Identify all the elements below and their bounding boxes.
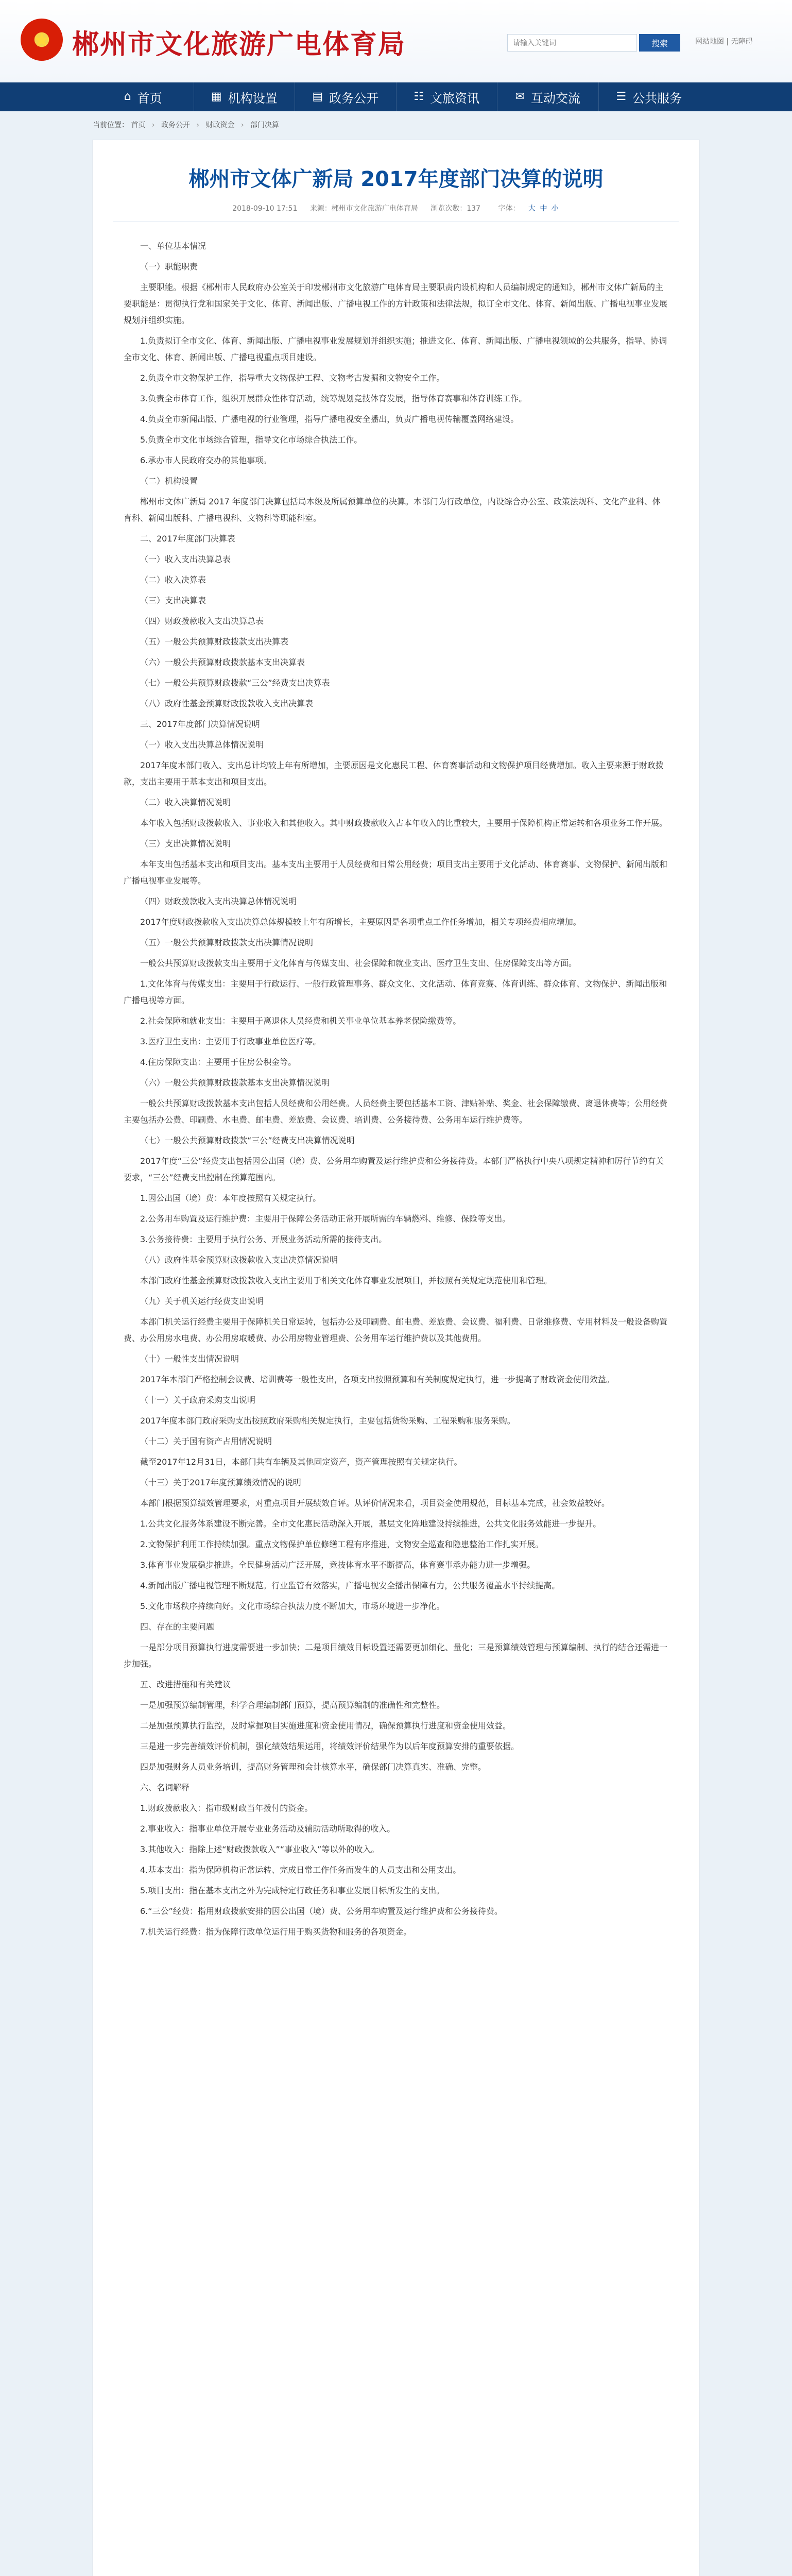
breadcrumb-separator-icon: ›	[151, 121, 155, 129]
breadcrumb-prefix: 当前位置：	[93, 121, 129, 129]
font-size-small-link[interactable]: 小	[551, 205, 559, 213]
article-title: 郴州市文体广新局 2017年度部门决算的说明	[188, 167, 604, 191]
article-paragraph: 本部门政府性基金预算财政拨款收入支出主要用于相关文化体育事业发展项目，并按照有关规定规范使用和管理。	[140, 1276, 553, 1285]
article-paragraph: 一是加强预算编制管理，科学合理编制部门预算，提高预算编制的准确性和完整性。	[140, 1700, 445, 1710]
main-navigation	[0, 82, 792, 111]
article-paragraph: 五、改进措施和有关建议	[140, 1680, 231, 1689]
breadcrumb-separator-icon: ›	[240, 121, 244, 129]
site-header	[0, 0, 792, 82]
building-icon: ▦	[211, 90, 222, 103]
article-paragraph: 二是加强预算执行监控，及时掌握项目实施进度和资金使用情况，确保预算执行进度和资金使用效益。	[140, 1721, 511, 1731]
article-paragraph: （五）一般公共预算财政拨款支出决算情况说明	[140, 938, 314, 947]
article-body	[124, 238, 668, 2576]
article-paragraph: 三是进一步完善绩效评价机制，强化绩效结果运用，将绩效评价结果作为以后年度预算安排的重要依据。	[140, 1741, 520, 1751]
article-paragraph: 3.负责全市体育工作，组织开展群众性体育活动，统筹规划竞技体育发展，指导体育赛事和体育训练工作。	[140, 394, 527, 403]
site-title: 郴州市文化旅游广电体育局	[72, 29, 406, 60]
article-paragraph: （一）收入支出决算总表	[140, 554, 231, 564]
article-paragraph: （三）支出决算表	[140, 596, 206, 605]
home-icon: ⌂	[124, 90, 131, 103]
header-links[interactable]: 网站地图 | 无障碍	[695, 38, 753, 46]
article-paragraph: 1.财政拨款收入：指市级财政当年拨付的资金。	[140, 1803, 313, 1813]
nav-item-news[interactable]	[397, 82, 498, 111]
article-paragraph: （五）一般公共预算财政拨款支出决算表	[140, 637, 289, 647]
site-logo[interactable]	[21, 19, 63, 61]
breadcrumb-separator-icon: ›	[196, 121, 200, 129]
nav-item-home[interactable]	[93, 82, 194, 111]
article-paragraph: 二、2017年度部门决算表	[140, 534, 235, 544]
article-paragraph: 4.负责全市新闻出版、广播电视的行业管理，指导广播电视安全播出，负责广播电视传输覆盖网络建设。	[140, 414, 519, 424]
article-paragraph: 郴州市文体广新局 2017 年度部门决算包括局本级及所属预算单位的决算。本部门为行政单位，内设综合办公室、政策法规科、文化产业科、体育科、新闻出版科、广播电视科、文物科等职能科室。	[124, 497, 661, 523]
article-paragraph: 一般公共预算财政拨款支出主要用于文化体育与传媒支出、社会保障和就业支出、医疗卫生支出、住房保障支出等方面。	[140, 958, 577, 968]
article-paragraph: 2.公务用车购置及运行维护费：主要用于保障公务活动正常开展所需的车辆燃料、维修、保险等支出。	[140, 1214, 511, 1224]
article-paragraph: 本年收入包括财政拨款收入、事业收入和其他收入。其中财政拨款收入占本年收入的比重较大，主要用于保障机构正常运转和各项业务工作开展。	[140, 818, 668, 828]
article-paragraph: 1.负责拟订全市文化、体育、新闻出版、广播电视事业发展规划并组织实施；推进文化、体育、新闻出版、广播电视领域的公共服务，指导、协调全市文化、体育、新闻出版、广播电视重点项目建设。	[124, 336, 667, 362]
article-paragraph: （十一）关于政府采购支出说明	[140, 1395, 256, 1405]
font-size-label: 字体：	[498, 205, 520, 213]
breadcrumb-current: 部门决算	[250, 121, 279, 129]
article-paragraph: 2017年本部门严格控制会议费、培训费等一般性支出，各项支出按照预算和有关制度规定执行，进一步提高了财政资金使用效益。	[140, 1375, 614, 1384]
article-paragraph: 截至2017年12月31日，本部门共有车辆及其他固定资产，资产管理按照有关规定执行。	[140, 1457, 462, 1467]
article-paragraph: 三、2017年度部门决算情况说明	[140, 719, 260, 729]
article-meta	[113, 203, 679, 213]
chat-icon: ✉	[515, 90, 525, 103]
article-paragraph: （八）政府性基金预算财政拨款收入支出决算情况说明	[140, 1255, 338, 1265]
article-paragraph: 四是加强财务人员业务培训，提高财务管理和会计核算水平，确保部门决算真实、准确、完整。	[140, 1762, 487, 1772]
article-paragraph: （二）机构设置	[140, 476, 198, 486]
article-paragraph: 6.承办市人民政府交办的其他事项。	[140, 455, 272, 465]
article-paragraph: 2017年度“三公”经费支出包括因公出国（境）费、公务用车购置及运行维护费和公务接待费。本部门严格执行中央八项规定精神和厉行节约有关要求，“三公”经费支出控制在预算范围内。	[124, 1156, 664, 1182]
font-size-medium-link[interactable]: 中	[540, 205, 547, 213]
article-paragraph: 2.文物保护利用工作持续加强。重点文物保护单位修缮工程有序推进，文物安全巡查和隐患整治工作扎实开展。	[140, 1539, 544, 1549]
article-paragraph: （十）一般性支出情况说明	[140, 1354, 239, 1364]
article-paragraph: 四、存在的主要问题	[140, 1622, 215, 1632]
search-box	[507, 34, 637, 52]
article-paragraph: 2017年度财政拨款收入支出决算总体规模较上年有所增长，主要原因是各项重点工作任务增加，相关专项经费相应增加。	[140, 917, 581, 927]
article-paragraph: 4.新闻出版广播电视管理不断规范。行业监管有效落实，广播电视安全播出保障有力，公共服务覆盖水平持续提高。	[140, 1581, 560, 1590]
article-paragraph: （二）收入决算表	[140, 575, 206, 585]
article-paragraph: 六、名词解释	[140, 1783, 190, 1792]
nav-item-interaction[interactable]	[497, 82, 599, 111]
article-paragraph: （十二）关于国有资产占用情况说明	[140, 1436, 272, 1446]
article-paragraph: 4.住房保障支出：主要用于住房公积金等。	[140, 1057, 297, 1067]
article-paragraph: 一是部分项目预算执行进度需要进一步加快；二是项目绩效目标设置还需要更加细化、量化；三是预算绩效管理与预算编制、执行的结合还需进一步加强。	[124, 1642, 668, 1669]
article-paragraph: 本年支出包括基本支出和项目支出。基本支出主要用于人员经费和日常公用经费；项目支出主要用于文化活动、体育赛事、文物保护、新闻出版和广播电视事业发展等。	[124, 859, 668, 886]
nav-item-public-service[interactable]	[599, 82, 700, 111]
search-button[interactable]: 搜索	[639, 34, 680, 52]
breadcrumb-finance[interactable]: 财政资金	[205, 121, 235, 129]
nav-item-organization[interactable]	[194, 82, 296, 111]
font-size-control	[493, 205, 559, 213]
article-source: 来源：郴州市文化旅游广电体育局	[309, 205, 418, 213]
article-paragraph: （六）一般公共预算财政拨款基本支出决算表	[140, 657, 305, 667]
article-paragraph: 3.医疗卫生支出：主要用于行政事业单位医疗等。	[140, 1037, 321, 1046]
article-paragraph: （七）一般公共预算财政拨款“三公”经费支出决算情况说明	[140, 1136, 355, 1145]
font-size-large-link[interactable]: 大	[528, 205, 536, 213]
view-count: 浏览次数：137	[431, 205, 480, 213]
article-paragraph: 一般公共预算财政拨款基本支出包括人员经费和公用经费。人员经费主要包括基本工资、津贴补贴、奖金、社会保障缴费、离退休费等；公用经费主要包括办公费、印刷费、水电费、邮电费、差旅费、会议费、培训费、公务接待费、公务用车运行维护费等。	[124, 1098, 668, 1125]
nav-label: 政务公开	[329, 91, 379, 106]
article-paragraph: 5.项目支出：指在基本支出之外为完成特定行政任务和事业发展目标所发生的支出。	[140, 1886, 445, 1895]
star-icon: ★	[32, 28, 51, 51]
article-paragraph: 2.事业收入：指事业单位开展专业业务活动及辅助活动所取得的收入。	[140, 1824, 395, 1834]
article-paragraph: （十三）关于2017年度预算绩效情况的说明	[140, 1478, 301, 1487]
article-paragraph: （二）收入决算情况说明	[140, 798, 231, 807]
breadcrumb	[93, 120, 699, 136]
document-icon: ▤	[312, 90, 323, 103]
article-paragraph: 本部门根据预算绩效管理要求，对重点项目开展绩效自评。从评价情况来看，项目资金使用规范，目标基本完成，社会效益较好。	[140, 1498, 610, 1508]
nav-label: 文旅资讯	[430, 91, 480, 106]
article-paragraph: 3.体育事业发展稳步推进。全民健身活动广泛开展，竞技体育水平不断提高，体育赛事承办能力进一步增强。	[140, 1560, 536, 1570]
article-paragraph: 1.文化体育与传媒支出：主要用于行政运行、一般行政管理事务、群众文化、文化活动、体育竞赛、体育训练、群众体育、文物保护、新闻出版和广播电视等方面。	[124, 979, 667, 1005]
article-paragraph: （八）政府性基金预算财政拨款收入支出决算表	[140, 699, 314, 708]
article-paragraph: 本部门机关运行经费主要用于保障机关日常运转，包括办公及印刷费、邮电费、差旅费、会议费、福利费、日常维修费、专用材料及一般设备购置费、办公用房水电费、办公用房取暖费、办公用房物业管理费、公务用车运行维护费以及其他费用。	[124, 1317, 668, 1343]
article-paragraph: （四）财政拨款收入支出决算总体情况说明	[140, 896, 297, 906]
article-paragraph: （一）收入支出决算总体情况说明	[140, 740, 264, 750]
nav-label: 公共服务	[632, 91, 682, 106]
article-paragraph: （七）一般公共预算财政拨款“三公”经费支出决算表	[140, 678, 330, 688]
article-paragraph: 4.基本支出：指为保障机构正常运转、完成日常工作任务而发生的人员支出和公用支出。	[140, 1865, 461, 1875]
article-paragraph: （一）职能职责	[140, 262, 198, 272]
news-icon: ☷	[414, 90, 424, 103]
article-paragraph: 6.“三公”经费：指用财政拨款安排的因公出国（境）费、公务用车购置及运行维护费和公务接待费。	[140, 1906, 503, 1916]
breadcrumb-government-affairs[interactable]: 政务公开	[161, 121, 190, 129]
nav-label: 机构设置	[228, 91, 278, 106]
article-paragraph: 5.负责全市文化市场综合管理，指导文化市场综合执法工作。	[140, 435, 363, 445]
article-paragraph: 7.机关运行经费：指为保障行政单位运行用于购买货物和服务的各项资金。	[140, 1927, 412, 1937]
publish-date: 2018-09-10 17:51	[232, 205, 298, 213]
service-icon: ☰	[616, 90, 627, 103]
article-paragraph: 3.公务接待费：主要用于执行公务、开展业务活动所需的接待支出。	[140, 1234, 387, 1244]
nav-item-government-affairs[interactable]	[295, 82, 397, 111]
search-input[interactable]	[508, 35, 636, 51]
article-paragraph: 1.因公出国（境）费：本年度按照有关规定执行。	[140, 1193, 321, 1203]
article-paragraph: （三）支出决算情况说明	[140, 839, 231, 849]
article-paragraph: 一、单位基本情况	[140, 241, 206, 251]
article-paragraph: 2.社会保障和就业支出：主要用于离退休人员经费和机关事业单位基本养老保险缴费等。	[140, 1016, 461, 1026]
article-paragraph: 主要职能。根据《郴州市人民政府办公室关于印发郴州市文化旅游广电体育局主要职责内设机构和人员编制规定的通知》，郴州市文体广新局的主要职能是：贯彻执行党和国家关于文化、体育、新闻出版、广播电视工作的方针政策和法律法规，拟订全市文化、体育、新闻出版、广播电视事业发展规划并组织实施。	[124, 282, 668, 325]
breadcrumb-home[interactable]: 首页	[131, 121, 146, 129]
nav-label: 互动交流	[530, 91, 580, 106]
article-paragraph: （九）关于机关运行经费支出说明	[140, 1296, 264, 1306]
article-paragraph: 2.负责全市文物保护工作，指导重大文物保护工程、文物考古发掘和文物安全工作。	[140, 373, 445, 383]
article-paragraph: 1.公共文化服务体系建设不断完善。全市文化惠民活动深入开展，基层文化阵地建设持续推进，公共文化服务效能进一步提升。	[140, 1519, 601, 1529]
article-paragraph: 2017年度本部门收入、支出总计均较上年有所增加，主要原因是文化惠民工程、体育赛事活动和文物保护项目经费增加。收入主要来源于财政拨款，支出主要用于基本支出和项目支出。	[124, 760, 664, 787]
nav-label: 首页	[137, 91, 162, 106]
article-paragraph: （六）一般公共预算财政拨款基本支出决算情况说明	[140, 1078, 330, 1088]
article-paragraph: 2017年度本部门政府采购支出按照政府采购相关规定执行，主要包括货物采购、工程采购和服务采购。	[140, 1416, 515, 1426]
article-paragraph: （四）财政拨款收入支出决算总表	[140, 616, 264, 626]
article-container	[93, 140, 699, 2576]
article-paragraph: 3.其他收入：指除上述“财政拨款收入”“事业收入”等以外的收入。	[140, 1844, 380, 1854]
article-paragraph: 5.文化市场秩序持续向好。文化市场综合执法力度不断加大，市场环境进一步净化。	[140, 1601, 445, 1611]
